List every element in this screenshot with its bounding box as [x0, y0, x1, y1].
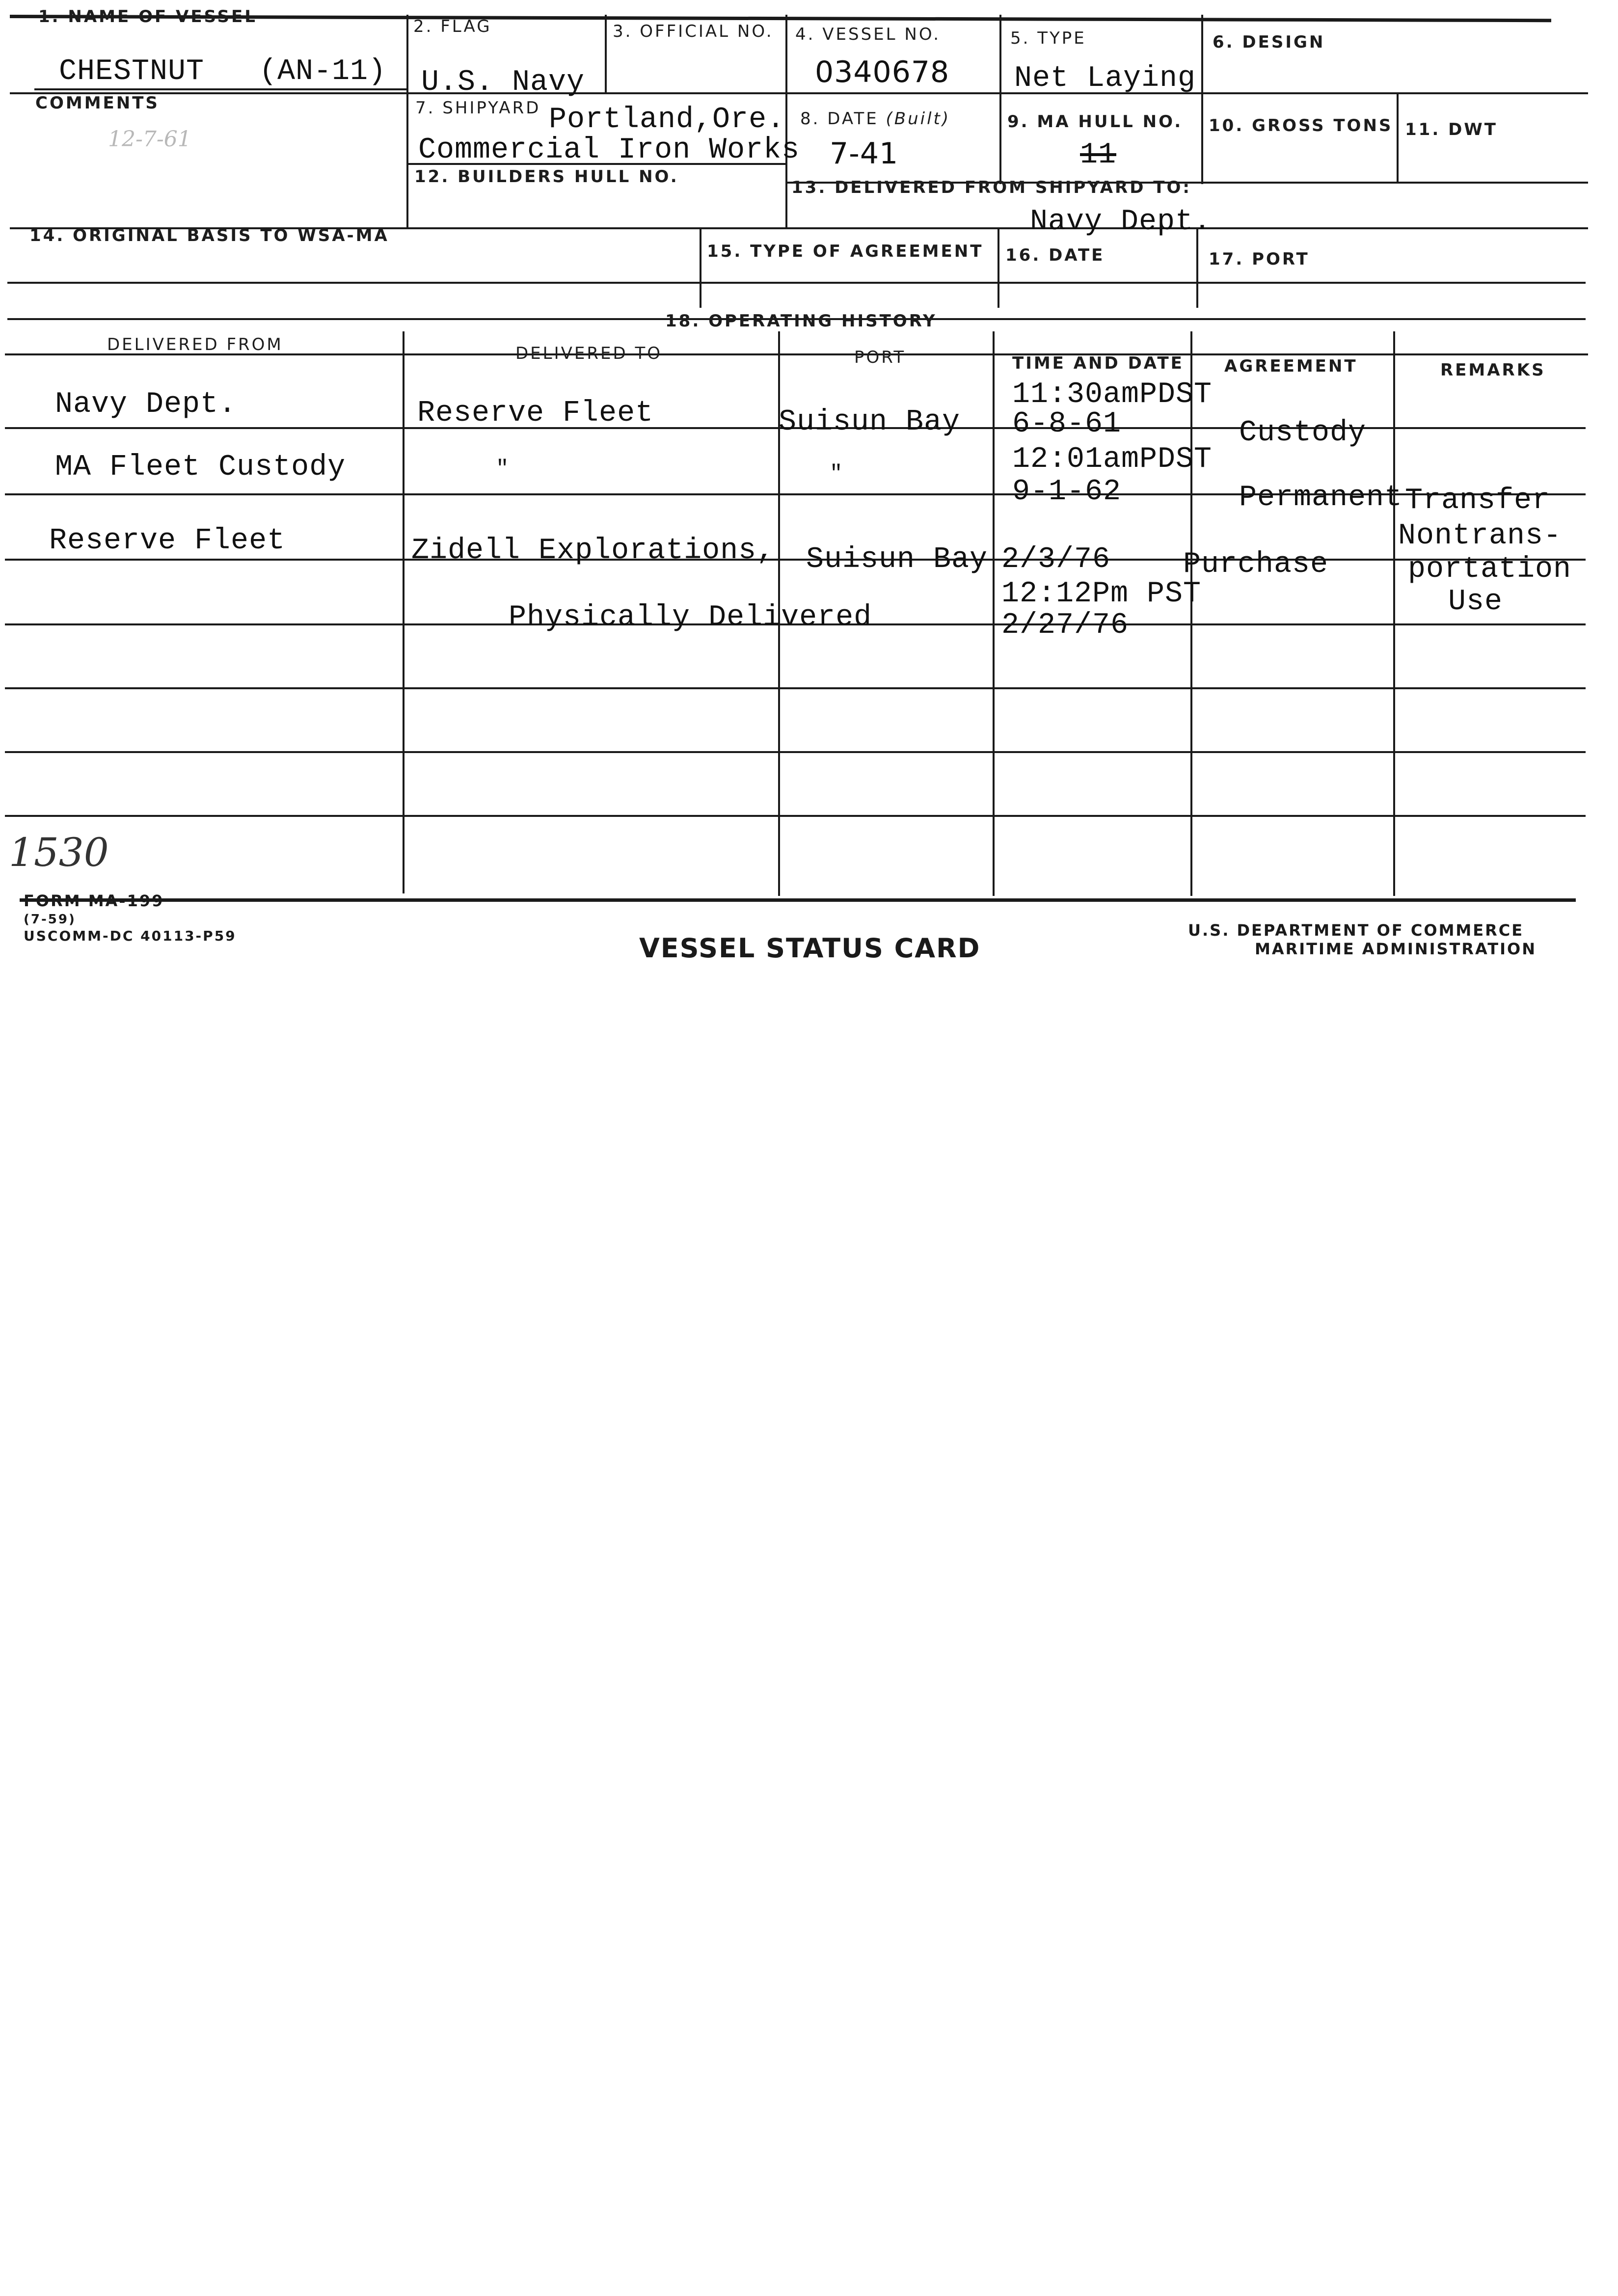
- label-date-built-paren: (Built): [886, 109, 951, 129]
- row4-time: 12:12Pm PST: [1001, 577, 1202, 611]
- row2-agreement: Permanent: [1239, 481, 1403, 514]
- vessel-hull-no: 11: [1080, 138, 1117, 172]
- vrule-design-left: [1201, 15, 1203, 184]
- label-hull-no: 9. MA HULL NO.: [1007, 112, 1183, 132]
- row2-port: ": [830, 461, 843, 486]
- row3-date: 2/3/76: [1001, 543, 1111, 576]
- label-vessel-no: 4. VESSEL NO.: [795, 25, 941, 44]
- row1-from: Navy Dept.: [55, 388, 237, 421]
- label-port: 17. PORT: [1209, 249, 1310, 269]
- label-shipyard: 7. SHIPYARD: [415, 98, 541, 118]
- rule-row1-bottom: [10, 92, 1588, 94]
- row4-date: 2/27/76: [1001, 609, 1129, 642]
- vrule-dwt-left: [1397, 93, 1399, 182]
- vrule-official-left: [605, 15, 607, 93]
- row1-agreement: Custody: [1239, 416, 1367, 450]
- vrule-oh-3: [993, 331, 995, 896]
- label-design: 6. DESIGN: [1213, 32, 1325, 52]
- label-type: 5. TYPE: [1010, 28, 1086, 48]
- row3-to: Zidell Explorations,: [411, 534, 775, 567]
- header-remarks: REMARKS: [1440, 360, 1546, 380]
- row2-date: 9-1-62: [1012, 475, 1122, 509]
- footer-form-date: (7-59): [24, 912, 76, 927]
- vrule-type-left: [999, 15, 1001, 184]
- row1-date: 6-8-61: [1012, 407, 1122, 441]
- row3-remarks-3: Use: [1448, 585, 1503, 619]
- label-original-basis: 14. ORIGINAL BASIS TO WSA-MA: [29, 226, 389, 245]
- vrule-16-left: [998, 228, 999, 308]
- rule-name-underline: [34, 88, 407, 90]
- vrule-oh-4: [1190, 331, 1192, 896]
- footer-form: FORM MA-199: [24, 891, 164, 910]
- rule-bottom: [20, 898, 1576, 902]
- comments-handwritten: 12-7-61: [108, 127, 191, 152]
- label-flag: 2. FLAG: [413, 17, 492, 36]
- vrule-15-left: [700, 228, 701, 308]
- row4-note: Physically Delivered: [509, 601, 872, 634]
- vessel-type: Net Laying: [1014, 62, 1196, 95]
- row1-to: Reserve Fleet: [417, 397, 654, 430]
- rule-row-7: [5, 815, 1586, 817]
- row2-to: ": [496, 457, 510, 481]
- row3-port: Suisun Bay: [806, 543, 988, 576]
- label-delivered-from-shipyard: 13. DELIVERED FROM SHIPYARD TO:: [791, 178, 1191, 197]
- vrule-oh-1: [403, 331, 404, 893]
- margin-number: 1530: [9, 830, 109, 875]
- label-date-built: [800, 109, 950, 129]
- label-type-of-agreement: 15. TYPE OF AGREEMENT: [707, 242, 984, 261]
- label-gross-tons: 10. GROSS TONS: [1209, 116, 1393, 135]
- vrule-vessel-left: [785, 15, 787, 228]
- row1-time: 11:30amPDST: [1012, 378, 1213, 411]
- row2-time: 12:01amPDST: [1012, 443, 1213, 476]
- header-port: PORT: [854, 348, 906, 367]
- row2-from: MA Fleet Custody: [55, 451, 346, 484]
- vessel-shipyard-line2: Commercial Iron Works: [418, 134, 800, 167]
- row3-remarks-2: portation: [1408, 553, 1572, 586]
- rule-row-5: [5, 687, 1586, 689]
- footer-admin: MARITIME ADMINISTRATION: [1255, 940, 1537, 958]
- vrule-oh-5: [1393, 331, 1395, 896]
- header-delivered-from: DELIVERED FROM: [107, 335, 283, 354]
- footer-dept: U.S. DEPARTMENT OF COMMERCE: [1188, 921, 1524, 940]
- label-dwt: 11. DWT: [1405, 120, 1498, 139]
- row2-remarks: Transfer: [1405, 484, 1551, 517]
- row1-port: Suisun Bay: [779, 405, 961, 439]
- vessel-name: CHESTNUT: [59, 55, 205, 88]
- row3-remarks-1: Nontrans-: [1398, 519, 1562, 553]
- label-official-no: 3. OFFICIAL NO.: [613, 22, 774, 41]
- vessel-no: 0340678: [815, 55, 950, 89]
- header-time-and-date: TIME AND DATE: [1012, 353, 1184, 373]
- label-date: 16. DATE: [1005, 245, 1105, 265]
- vessel-designation: (AN-11): [259, 55, 387, 88]
- vessel-shipyard-line1: Portland,Ore.: [549, 103, 785, 136]
- label-date-built-text: 8. DATE: [800, 109, 879, 129]
- rule-row-6: [5, 751, 1586, 753]
- label-name-of-vessel: 1. NAME OF VESSEL: [38, 7, 257, 27]
- rule-row-3: [5, 559, 1586, 561]
- header-delivered-to: DELIVERED TO: [515, 344, 662, 363]
- row3-agreement: Purchase: [1183, 548, 1329, 581]
- vessel-delivered-to: Navy Dept.: [1030, 205, 1212, 239]
- vessel-date-built: 7-41: [830, 136, 899, 171]
- vessel-flag: U.S. Navy: [421, 66, 585, 99]
- label-builders-hull-no: 12. BUILDERS HULL NO.: [414, 167, 679, 187]
- vrule-flag-left: [406, 15, 408, 228]
- vessel-status-card: [0, 0, 1618, 982]
- rule-row4-bottom: [7, 282, 1586, 284]
- row3-from: Reserve Fleet: [49, 524, 286, 558]
- header-agreement: AGREEMENT: [1224, 356, 1358, 376]
- footer-title: VESSEL STATUS CARD: [639, 933, 981, 964]
- label-operating-history: 18. OPERATING HISTORY: [665, 311, 937, 331]
- footer-print-code: USCOMM-DC 40113-P59: [24, 928, 237, 944]
- vrule-17-left: [1196, 228, 1198, 308]
- label-comments: COMMENTS: [35, 93, 160, 113]
